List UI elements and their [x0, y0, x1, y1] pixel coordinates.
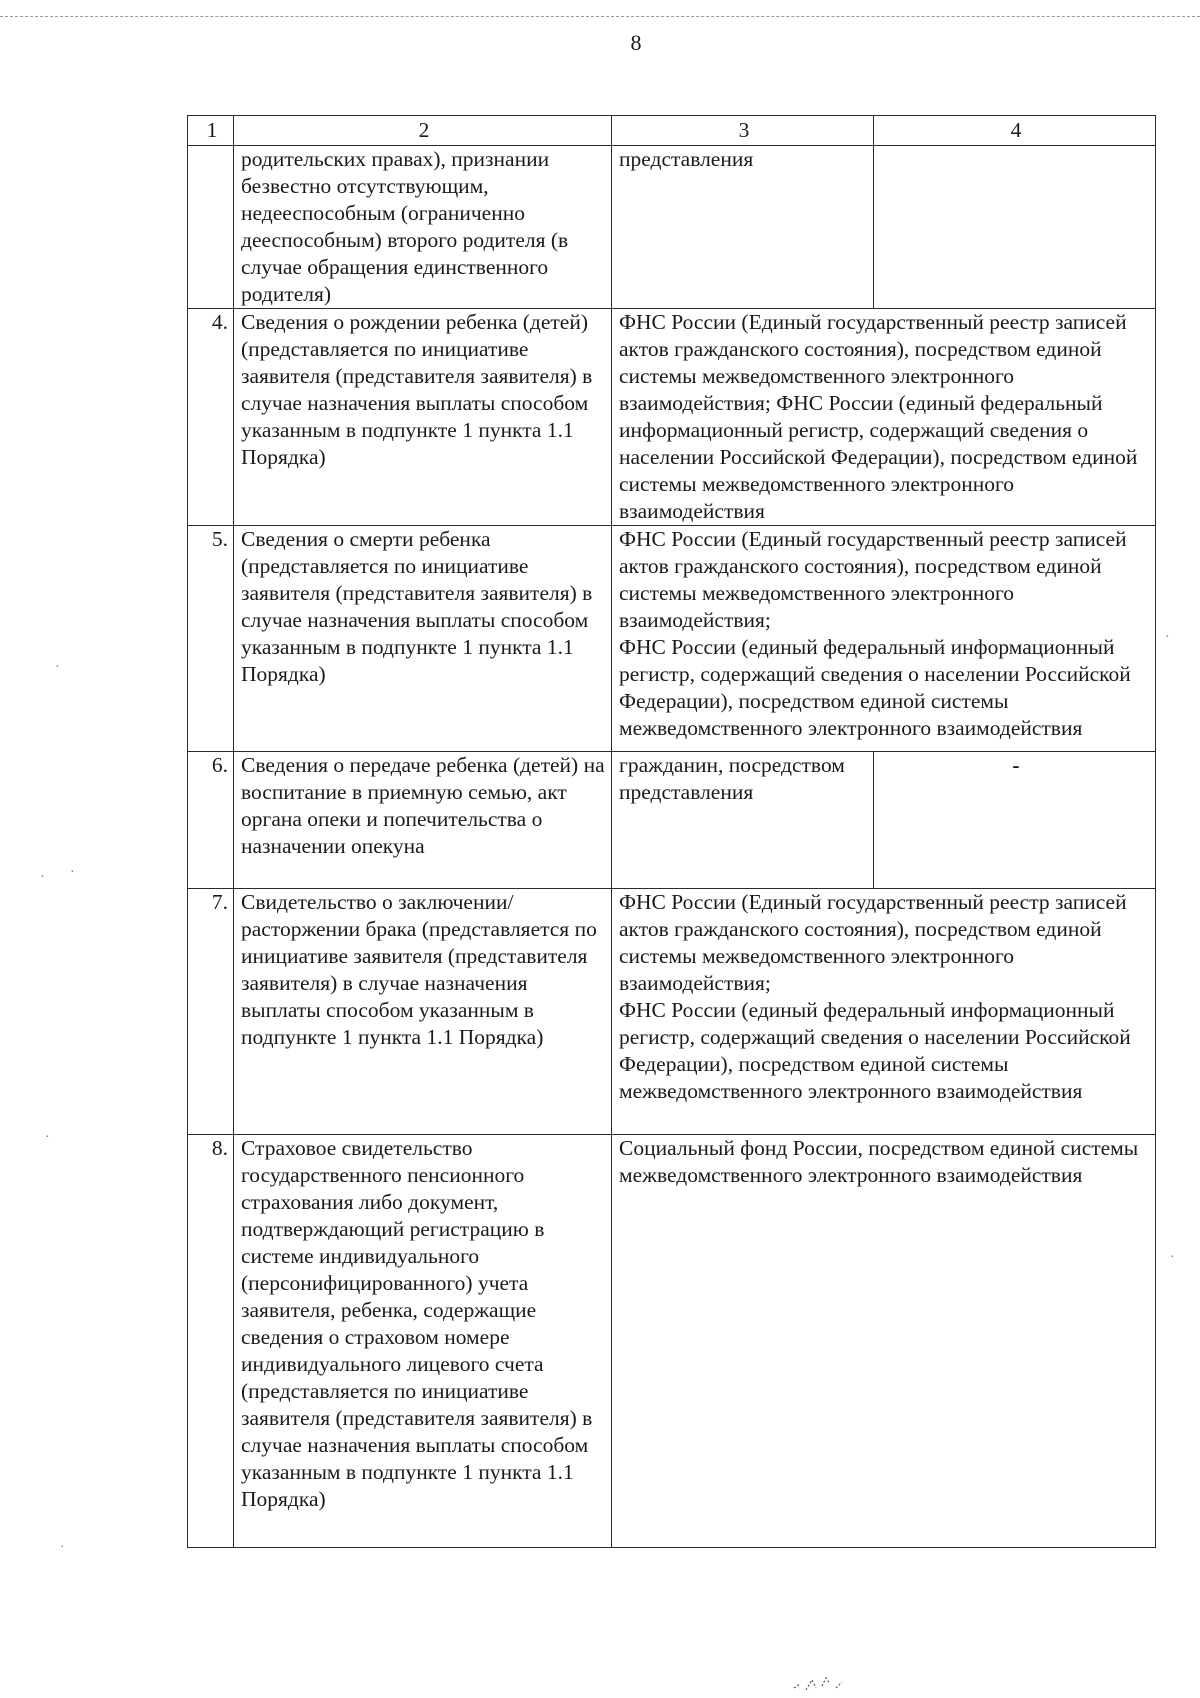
- scan-speck: ·: [1170, 1250, 1175, 1265]
- source-line-2: ФНС России (единый федеральный информационный регистр, содержащий сведения о населении Российской Федерации), посредством единой системы межведомственного электронного взаимодействия: [619, 635, 1131, 740]
- row-number: 8.: [188, 1135, 234, 1548]
- table-row-continuation: [188, 146, 1156, 309]
- document-cell: Свидетельство о заключении/расторжении брака (представляется по инициативе заявителя (представителя заявителя) в случае назначения выплаты способом указанным в подпункте 1 пункта 1.1 Порядка): [234, 889, 612, 1135]
- header-col-4: 4: [874, 116, 1156, 146]
- header-col-2: 2: [234, 116, 612, 146]
- extra-cell: -: [874, 752, 1156, 889]
- documents-table: [187, 115, 1156, 1548]
- source-cell: ФНС России (Единый государственный реестр записей актов гражданского состояния), посредством единой системы межведомственного электронного взаимодействия; ФНС России (единый федеральный информационный регистр, содержащий сведения о населении Российской Федерации), посредством единой системы межведомственного электронного взаимодействия: [612, 309, 1156, 526]
- source-cell: Социальный фонд России, посредством единой системы межведомственного электронного взаимодействия: [612, 1135, 1156, 1548]
- scan-speck: ·: [1165, 630, 1170, 645]
- top-scan-rule: [0, 16, 1200, 17]
- document-cell: Сведения о рождении ребенка (детей) (представляется по инициативе заявителя (представителя заявителя) в случае назначения выплаты способом указанным в подпункте 1 пункта 1.1 Порядка): [234, 309, 612, 526]
- scan-speck: ·: [60, 1540, 65, 1555]
- scan-speck: ·: [40, 870, 45, 885]
- extra-cell: [874, 146, 1156, 309]
- source-line-1: ФНС России (Единый государственный реестр записей актов гражданского состояния), посредством единой системы межведомственного электронного взаимодействия;: [619, 527, 1127, 632]
- row-number: 4.: [188, 309, 234, 526]
- document-cell: Сведения о смерти ребенка (представляется по инициативе заявителя (представителя заявителя) в случае назначения выплаты способом указанным в подпункте 1 пункта 1.1 Порядка): [234, 526, 612, 752]
- page-number: 8: [630, 30, 642, 55]
- table-row-7: [188, 889, 1156, 1135]
- source-cell: гражданин, посредством представления: [612, 752, 874, 889]
- table-header-row: [188, 116, 1156, 146]
- document-cell: Страховое свидетельство государственного пенсионного страхования либо документ, подтверждающий регистрацию в системе индивидуального (персонифицированного) учета заявителя, ребенка, содержащие сведения о страховом номере индивидуального лицевого счета (представляется по инициативе заявителя (представителя заявителя) в случае назначения выплаты способом указанным в подпункте 1 пункта 1.1 Порядка): [234, 1135, 612, 1548]
- source-line-1: ФНС России (Единый государственный реестр записей актов гражданского состояния), посредством единой системы межведомственного электронного взаимодействия;: [619, 890, 1127, 995]
- table-row-8: [188, 1135, 1156, 1548]
- row-number: 5.: [188, 526, 234, 752]
- table-row-5: [188, 526, 1156, 752]
- document-cell: родительских правах), признании безвестно отсутствующим, недееспособным (ограниченно дееспособным) второго родителя (в случае обращения единственного родителя): [234, 146, 612, 309]
- row-number: 6.: [188, 752, 234, 889]
- scan-speck: ·: [55, 660, 60, 675]
- source-cell: [612, 526, 1156, 752]
- row-number: 7.: [188, 889, 234, 1135]
- source-cell: [612, 889, 1156, 1135]
- header-col-1: 1: [188, 116, 234, 146]
- table-row-4: [188, 309, 1156, 526]
- table-row-6: [188, 752, 1156, 889]
- scan-speck: ·: [45, 1130, 50, 1145]
- source-cell: представления: [612, 146, 874, 309]
- header-col-3: 3: [612, 116, 874, 146]
- scan-scribble-mark: [792, 1670, 872, 1694]
- source-line-2: ФНС России (единый федеральный информационный регистр, содержащий сведения о населении Российской Федерации), посредством единой системы межведомственного электронного взаимодействия: [619, 998, 1131, 1103]
- scan-speck: ·: [70, 865, 75, 880]
- document-cell: Сведения о передаче ребенка (детей) на воспитание в приемную семью, акт органа опеки и попечительства о назначении опекуна: [234, 752, 612, 889]
- row-number: [188, 146, 234, 309]
